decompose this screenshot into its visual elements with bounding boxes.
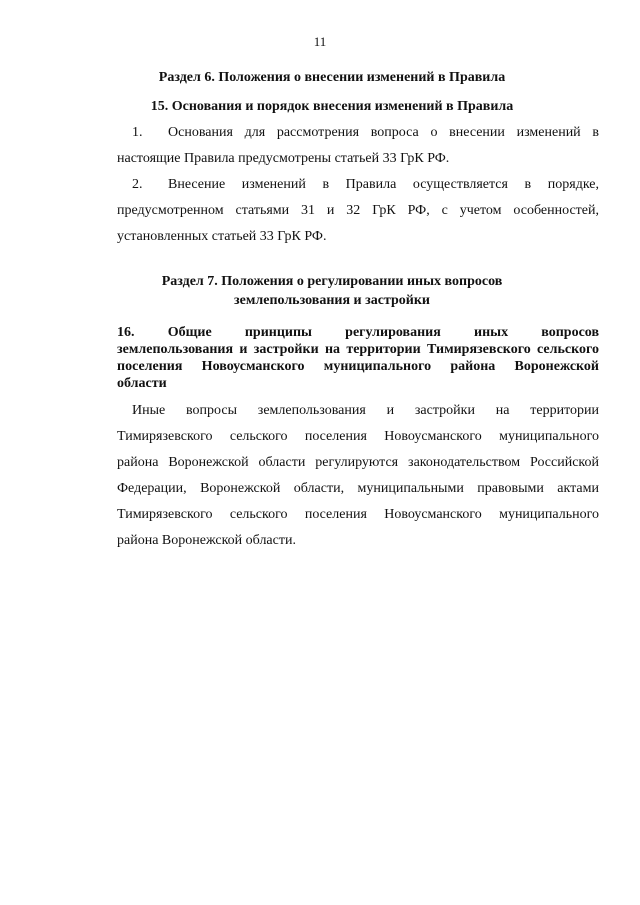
clause-16-body-line-6: района Воронежской области. — [117, 533, 296, 548]
item-2-line-2: предусмотренном статьями 31 и 32 ГрК РФ, с учетом особенностей, — [117, 203, 599, 218]
page-number: 11 — [313, 34, 327, 49]
section-6-heading: Раздел 6. Положения о внесении изменений в Правила — [158, 70, 506, 85]
clause-15-heading: 15. Основания и порядок внесения изменений в Правила — [150, 99, 514, 114]
item-1-number: 1. — [132, 125, 143, 140]
clause-16-body-line-2: Тимирязевского сельского поселения Новоусманского муниципального — [117, 429, 599, 444]
clause-16-heading-line-1: 16. Общие принципы регулирования иных вопросов — [117, 325, 599, 340]
clause-16-body-line-5: Тимирязевского сельского поселения Новоусманского муниципального — [117, 507, 599, 522]
section-7-heading-line-2: землепользования и застройки — [234, 293, 430, 308]
section-7-heading-line-1: Раздел 7. Положения о регулировании иных вопросов — [161, 274, 503, 289]
item-2-line-3: установленных статьей 33 ГрК РФ. — [117, 229, 327, 244]
item-2-number: 2. — [132, 177, 143, 192]
section-7-heading — [112, 272, 552, 310]
item-1-line-2: настоящие Правила предусмотрены статьей 33 ГрК РФ. — [117, 151, 450, 166]
item-2-line-1: 2. Внесение изменений в Правила осуществляется в порядке, — [117, 172, 599, 198]
clause-16-heading-line-3: поселения Новоусманского муниципального района Воронежской — [117, 359, 599, 374]
clause-15-item-1 — [117, 120, 599, 172]
clause-16-body-line-4: Федерации, Воронежской области, муниципальными правовыми актами — [117, 481, 599, 496]
clause-16-body — [117, 398, 599, 554]
clause-16-body-line-3: района Воронежской области регулируются законодательством Российской — [117, 455, 599, 470]
clause-16-heading-line-2: землепользования и застройки на территории Тимирязевского сельского — [117, 342, 599, 357]
clause-16-body-line-1: Иные вопросы землепользования и застройки на территории — [132, 403, 599, 418]
clause-16-heading-line-4: области — [117, 376, 167, 391]
clause-15-item-2 — [117, 172, 599, 250]
item-1-line-1: 1. Основания для рассмотрения вопроса о внесении изменений в — [117, 120, 599, 146]
clause-16-heading — [117, 324, 599, 392]
